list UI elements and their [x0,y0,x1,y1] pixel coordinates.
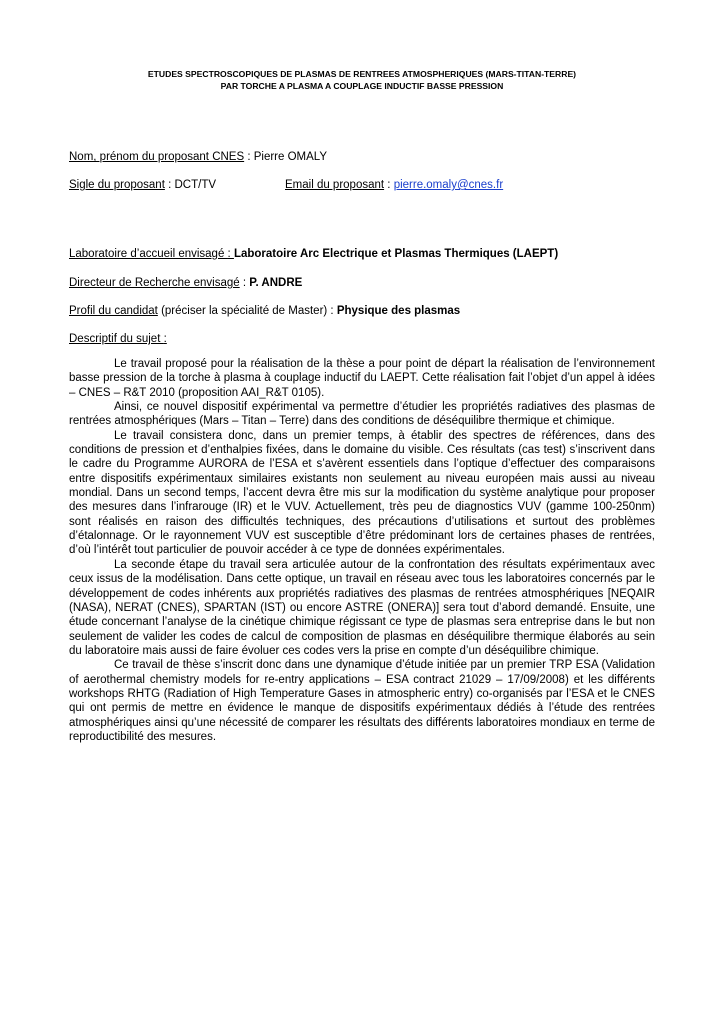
lab-sep: : [227,248,234,260]
director-field [69,276,302,290]
proposer-sigle-value: : DCT/TV [164,179,217,191]
description-heading [69,332,167,346]
description-sep: : [163,333,167,345]
proposer-name-field [69,150,327,164]
profile-label: Profil du candidat [69,305,158,317]
profile-value: Physique des plasmas [336,305,461,317]
title-line-1: ETUDES SPECTROSCOPIQUES DE PLASMAS DE RENTREES ATMOSPHERIQUES (MARS-TITAN-TERRE) [147,69,577,79]
description-label: Descriptif du sujet [69,333,164,345]
director-value: P. ANDRE [249,277,303,289]
profile-field [69,304,460,318]
lab-value: Laboratoire Arc Electrique et Plasmas Thermiques (LAEPT) [233,248,559,260]
proposer-name-value: : Pierre OMALY [244,151,328,163]
document-title [0,68,724,92]
paragraph: Le travail proposé pour la réalisation de la thèse a pour point de départ la réalisation de l’environnement basse pression de la torche à plasma à couplage inductif du LAEPT. Cette réalisation fait l’objet d’un appel à idées – CNES – R&T 2010 (proposition AAI_R&T 0105). [69,358,655,399]
proposer-email-label: Email du proposant [285,179,385,191]
profile-note: (préciser la spécialité de Master) : [157,305,337,317]
paragraph: Ce travail de thèse s’inscrit donc dans une dynamique d’étude initiée par un premier TRP ESA (Validation of aerothermal chemistry models for re-entry applications – ESA contract 21029 – 17/09/2008) et les différents workshops RHTG (Radiation of High Temperature Gases in atmospheric entry) co-organisés par l’ESA et le CNES qui ont permis de mettre en évidence le manque de dispositifs expérimentaux dédiés à l’étude des rentrées atmosphériques ainsi qu’une nécessité de comparer les résultats des différents laboratoires mondiaux en terme de reproductibilité des mesures. [69,659,655,743]
paragraph: Le travail consistera donc, dans un premier temps, à établir des spectres de références, dans des conditions de pression et d’enthalpies fixées, dans le domaine du visible. Ces résultats (cas test) s’inscrivent dans le cadre du Programme AURORA de l’ESA et s’avèrent essentiels dans l’optique d’effectuer des comparaisons entre dispositifs expérimentaux similaires existants non seulement au niveau européen mais aussi au niveau mondial. Dans un second temps, l’accent devra être mis sur la modification du système analytique pour proposer des mesures dans l’infrarouge (IR) et le VUV. Actuellement, très peu de diagnostics VUV (gamme 100-250nm) sont réalisés en raison des difficultés techniques, des précautions d’utilisations et surtout des problèmes d’étalonnage. Or le rayonnement VUV est susceptible d’être prédominant lors de certaines phases de rentrées, d’où l’intérêt tout particulier de pouvoir accéder à ce type de données expérimentales. [69,429,655,557]
paragraph: Ainsi, ce nouvel dispositif expérimental va permettre d’étudier les propriétés radiatives des plasmas de rentrées atmosphériques (Mars – Titan – Terre) dans des conditions de déséquilibre thermique et chimique. [69,401,655,428]
proposer-sigle-field [69,178,216,192]
proposer-email-sep: : [384,179,394,191]
description-body [69,357,655,744]
title-line-2: PAR TORCHE A PLASMA A COUPLAGE INDUCTIF BASSE PRESSION [220,81,504,91]
director-sep: : [239,277,250,289]
proposer-sigle-label: Sigle du proposant [69,179,165,191]
paragraph: La seconde étape du travail sera articulée autour de la confrontation des résultats expérimentaux avec ceux issus de la modélisation. Dans cette optique, un travail en réseau avec tous les laboratoires concernés par le développement de codes inhérents aux propriétés radiatives des plasmas de rentrées atmosphériques [NEQAIR (NASA), NERAT (CNES), SPARTAN (IST) ou encore ASTRE (ONERA)] sera tout d’abord demandé. Ensuite, une étude concernant l’analyse de la cinétique chimique régissant ce type de plasmas sera entreprise dans le but non seulement de valider les codes de calcul de composition de plasmas en déséquilibre thermique élaborés au sein du laboratoire mais aussi de faire évoluer ces codes vers la prise en compte d’un déséquilibre chimique. [69,558,655,657]
lab-label: Laboratoire d’accueil envisagé [69,248,228,260]
proposer-email-field [285,178,503,192]
proposer-name-label: Nom, prénom du proposant CNES [69,151,245,163]
proposer-email-link[interactable]: pierre.omaly@cnes.fr [393,179,504,191]
director-label: Directeur de Recherche envisagé [69,277,240,289]
lab-field [69,247,558,261]
